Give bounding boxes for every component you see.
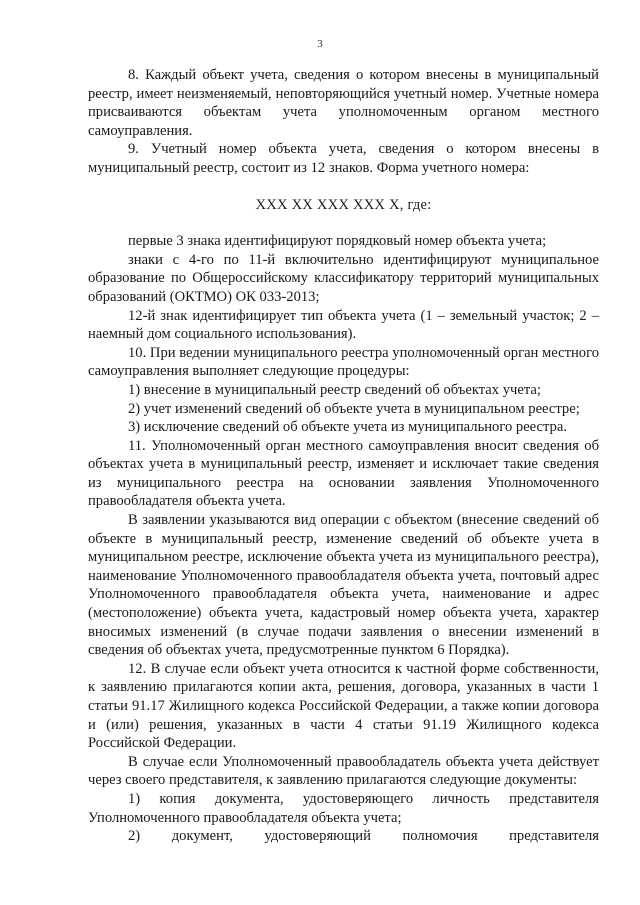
paragraph-10-item-1: 1) внесение в муниципальный реестр сведений об объектах учета;	[128, 381, 541, 398]
document-body	[88, 66, 599, 846]
paragraph-12-item-1: 1) копия документа, удостоверяющего личность представителя Уполномоченного правообладателя объекта учета;	[88, 790, 599, 826]
paragraph-10-item-2: 2) учет изменений сведений об объекте учета в муниципальном реестре;	[128, 400, 580, 417]
paragraph-9: 9. Учетный номер объекта учета, сведения о котором внесены в муниципальный реестр, состоит из 12 знаков. Форма учетного номера:	[88, 141, 599, 176]
paragraph-11-application-contents: В заявлении указываются вид операции с объектом (внесение сведений об объекте в муниципальный реестр, изменение сведений об объекте учета в муниципальном реестре, исключение объекта учета из муниципального реестра), наименование Уполномоченного правообладателя объекта учета, почтовый адрес Уполномоченного правообладателя объекта учета, наименование и адрес (местоположение) объекта учета, кадастровый номер объекта учета, характер вносимых изменений (в случае подачи заявления о внесении изменений в сведения об объектах учета, предусмотренные пунктом 6 Порядка).	[88, 512, 599, 659]
paragraph-8: 8. Каждый объект учета, сведения о котором внесены в муниципальный реестр, имеет неизменяемый, неповторяющийся учетный номер. Учетные номера присваиваются объектам учета уполномоченным органом местного самоуправления.	[88, 67, 599, 139]
account-number-format: XXX XX XXX XXX X, где:	[255, 196, 432, 213]
paragraph-12-item-2: 2) документ, удостоверяющий полномочия представителя	[128, 828, 599, 845]
paragraph-12: 12. В случае если объект учета относится к частной форме собственности, к заявлению прилагаются копии акта, решения, договора, указанных в части 1 статьи 91.17 Жилищного кодекса Российской Федерации, а также копии договора и (или) решения, указанных в части 4 статьи 91.19 Жилищного кодекса Российской Федерации.	[88, 660, 599, 752]
digit-12-description: 12-й знак идентифицирует тип объекта учета (1 – земельный участок; 2 – наемный дом социального использования).	[88, 307, 599, 343]
page-number: 3	[317, 38, 323, 50]
digits-1-3-description: первые 3 знака идентифицируют порядковый номер объекта учета;	[128, 233, 547, 250]
paragraph-10-item-3: 3) исключение сведений об объекте учета из муниципального реестра.	[128, 419, 567, 436]
paragraph-10: 10. При ведении муниципального реестра уполномоченный орган местного самоуправления выполняет следующие процедуры:	[88, 344, 599, 380]
digits-4-11-description: знаки с 4-го по 11-й включительно идентифицируют муниципальное образование по Общероссийскому классификатору территорий муниципальных образований (ОКТМО) ОК 033-2013;	[88, 251, 599, 305]
paragraph-12-representative: В случае если Уполномоченный правообладатель объекта учета действует через своего представителя, к заявлению прилагаются следующие документы:	[88, 753, 599, 789]
paragraph-11: 11. Уполномоченный орган местного самоуправления вносит сведения об объектах учета в муниципальный реестр, изменяет и исключает такие сведения из муниципального реестра на основании заявления Уполномоченного правообладателя объекта учета.	[88, 437, 599, 510]
